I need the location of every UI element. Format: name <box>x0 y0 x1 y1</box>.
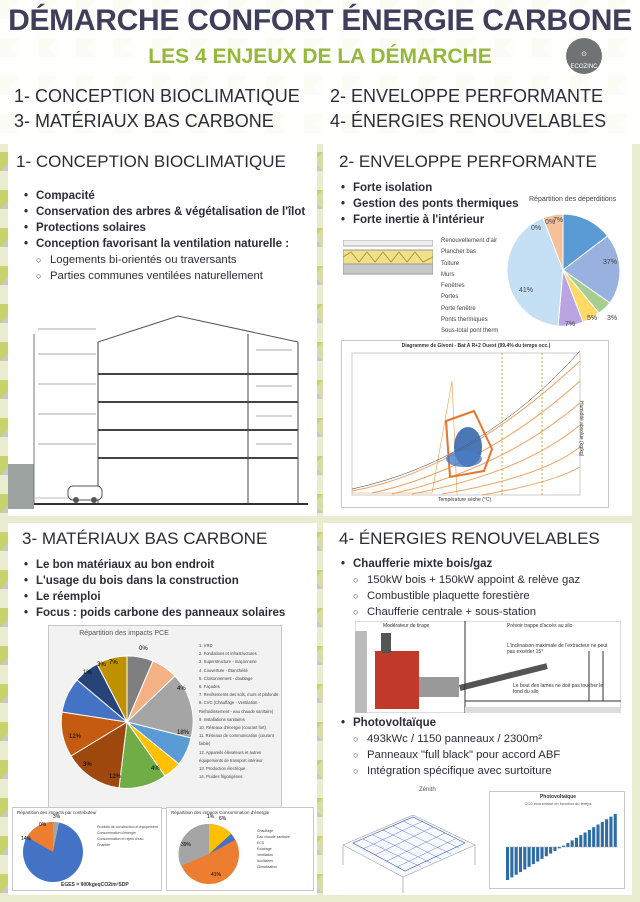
pie-label: 12% <box>109 774 122 780</box>
sub-bullet-item: ○ 493kWc / 1150 panneaux / 2300m² <box>341 733 631 745</box>
legend-item: 12. Appareils élévateurs et autres équipements de transport intérieur <box>199 749 263 763</box>
enjeu-2: 2- ENVELOPPE PERFORMANTE <box>330 86 604 106</box>
bullet-item: • Protections solaires <box>24 222 314 234</box>
givoni-x-label: Température sèche (°C) <box>438 497 492 503</box>
chaufferie-silo-diagram <box>355 621 621 713</box>
pie-label: 12% <box>69 734 82 740</box>
pie-label: 0% <box>139 646 148 652</box>
chart-title: Photovoltaïque <box>539 794 577 800</box>
wall-insulation-detail <box>343 240 433 296</box>
zenith-label: Zénith <box>419 787 436 793</box>
bullet-item: • Le bon matériaux au bon endroit <box>24 559 314 571</box>
pie-label: 37% <box>603 259 618 266</box>
bullet-list <box>24 190 314 286</box>
sub-bullet-item: ○ Combustible plaquette forestière <box>341 590 631 602</box>
page-subtitle: LES 4 ENJEUX DE LA DÉMARCHE <box>148 45 492 68</box>
panel-title: 2- ENVELOPPE PERFORMANTE <box>339 152 597 171</box>
legend-item: Ponts thermiques <box>441 317 488 324</box>
legend-item: Consommation d'énergie <box>97 831 136 835</box>
pv-bar <box>523 847 526 869</box>
silo-note: Modérateur de tirage <box>383 623 430 629</box>
bullet-item: • Forte isolation <box>341 182 521 194</box>
bullet-list <box>24 559 314 623</box>
pie-label: 4% <box>177 686 186 692</box>
legend-item: Fenêtres <box>441 283 465 290</box>
pie-label: 3% <box>53 814 61 820</box>
legend-item: Eau chaude sanitaire <box>257 835 290 839</box>
pv-bar <box>515 847 518 875</box>
legend-item: 2. Fondations et infrastructures <box>199 651 257 657</box>
sub-bullet-item: ○ 150kW bois + 150kW appoint & relève gaz <box>341 574 631 586</box>
legend-item: 1. VRD <box>199 643 213 648</box>
legend-item: 13. Production électrique <box>199 766 246 772</box>
sub-bullet-item: ○ Logements bi-orientés ou traversants <box>24 254 314 266</box>
enjeu-4: 4- ÉNERGIES RENOUVELABLES <box>330 111 607 131</box>
legend-item: Chauffage <box>257 829 274 833</box>
sub-bullet-item: ○ Intégration spécifique avec surtoiture <box>341 765 631 777</box>
pie-label: 1% <box>83 670 92 676</box>
pie-label: 0% <box>39 822 47 828</box>
pce-pie-chart-box <box>48 625 282 809</box>
pv-roof-3d-model <box>333 785 483 895</box>
pie-label: 14% <box>21 836 32 842</box>
legend-item: Éclairage <box>257 847 272 851</box>
pv-bar <box>584 832 587 847</box>
legend-item: Plancher bas <box>441 249 477 256</box>
bullet-item: • L'usage du bois dans la construction <box>24 575 314 587</box>
deperditions-pie-chart <box>503 208 623 332</box>
panel-title: 4- ÉNERGIES RENOUVELABLES <box>339 529 600 548</box>
pv-bar <box>540 847 543 859</box>
bullet-item: • Forte inertie à l'intérieur <box>341 214 521 226</box>
legend-item: ECS <box>257 841 265 845</box>
legend-item: 9. Installations sanitaires <box>199 716 245 722</box>
pie-title: Répartition des impacts Consommation d'énergie <box>171 810 270 815</box>
silo-note: Prévoir trappe d'accès au silo <box>507 623 573 629</box>
pie-label: 3% <box>83 762 92 768</box>
pv-bar <box>614 814 617 847</box>
enjeu-1: 1- CONCEPTION BIOCLIMATIQUE <box>14 86 300 106</box>
legend-item: Toiture <box>441 260 460 267</box>
pv-bar <box>571 840 574 847</box>
pie-label: 41% <box>519 287 534 294</box>
ecozinc-logo: ⊙ ECOZINC <box>566 38 602 74</box>
pv-bar <box>609 817 612 847</box>
pie-label: 0% <box>531 225 542 232</box>
pie-label: 7% <box>553 217 564 224</box>
legend-item: Murs <box>441 271 455 278</box>
pie-label: 7% <box>109 660 118 666</box>
legend-item: 5. Cloisonnement - doublage <box>199 675 253 681</box>
legend-item: Consommation et rejets d'eau <box>97 837 144 841</box>
givoni-title: Diagramme de Givoni - Bat A R+2 Ouest (99.4% du temps occ.) <box>401 343 551 349</box>
silo-note: L'inclinaison maximale de l'extracteur ne peut pas excéder 15° <box>507 643 608 655</box>
pv-bar <box>532 847 535 864</box>
legend-item: 4. Couverture - Étanchéité <box>199 667 248 673</box>
bullet-item: • Chaufferie mixte bois/gaz <box>341 558 631 570</box>
eges-value: EGES = 900kgeqCO2/m²SDP <box>61 882 129 888</box>
energie-pie-chart <box>169 818 249 888</box>
legend-item: 10. Réseaux d'énergie (courant fort) <box>199 725 266 731</box>
sub-bullet-item: ○ Panneaux "full black" pour accord ABF <box>341 749 631 761</box>
pie-label: 1% <box>207 814 215 820</box>
pv-bar <box>605 819 608 847</box>
pie-label: 4% <box>151 766 160 772</box>
pv-bar <box>549 847 552 854</box>
pv-bar <box>506 847 509 880</box>
bullet-list <box>341 182 521 230</box>
header <box>0 0 640 144</box>
bullet-item: • Focus : poids carbone des panneaux solaires <box>24 607 314 619</box>
sub-bullet-item: ○ Chaufferie centrale + sous-station <box>341 606 631 618</box>
legend-item: 14. Fluides frigorigènes <box>199 774 243 780</box>
panel-energies <box>323 523 632 895</box>
pv-bar <box>596 825 599 847</box>
building-section-drawing <box>8 314 317 514</box>
bullet-item: • Photovoltaïque <box>341 717 631 729</box>
legend-item: Produits de construction et équipement <box>97 825 158 829</box>
legend-item: 11. Réseaux de communication (courant faible) <box>199 733 274 747</box>
panel-title: 3- MATÉRIAUX BAS CARBONE <box>22 529 268 548</box>
pv-bar <box>510 847 513 877</box>
legend-item: Chantier <box>97 843 111 847</box>
pie-title: Répartition des impacts par contributeur <box>17 810 97 815</box>
sub-bullet-item: ○ Parties communes ventilées naturellement <box>24 270 314 282</box>
legend-item: Ventilation <box>257 853 274 857</box>
pie-legend <box>97 824 159 848</box>
legend-item: 3. Superstructure - maçonnerie <box>199 659 257 665</box>
givoni-diagram <box>341 340 609 508</box>
pie-legend <box>257 828 311 870</box>
pv-bars <box>490 792 626 890</box>
pv-bar <box>536 847 539 862</box>
legend-item: 8. CVC (Chauffage - Ventilation - Refroidissement - eau chaude sanitaire) <box>199 700 274 714</box>
bullet-item: • Conservation des arbres & végétalisation de l'îlot <box>24 206 314 218</box>
pv-bar <box>566 843 569 847</box>
pie-label: 6% <box>219 816 227 822</box>
pv-bar <box>601 822 604 847</box>
bullet-item: • Le réemploi <box>24 591 314 603</box>
pie-label: 39% <box>181 842 192 848</box>
bullet-list-pv <box>341 717 631 781</box>
energie-pie-box <box>166 807 314 891</box>
pie-legend <box>199 642 283 781</box>
contributeur-pie-chart <box>15 818 95 888</box>
pie-label: 7% <box>565 321 576 328</box>
panel-materiaux <box>8 523 317 895</box>
pie-label: 5% <box>587 315 598 322</box>
pv-bar <box>588 830 591 847</box>
legend-item: Portes <box>441 294 459 301</box>
pv-bar <box>528 847 531 867</box>
pie-title: Répartition des impacts PCE <box>79 630 169 637</box>
contributeur-pie-box <box>12 807 162 891</box>
legend-item: 7. Revêtements des sols, murs et plafonds <box>199 692 279 698</box>
pv-bar <box>545 847 548 856</box>
legend-item: 6. Façades <box>199 684 220 690</box>
pie-label: 0% <box>545 219 556 226</box>
panel-enveloppe <box>323 144 632 516</box>
bullet-item: • Compacité <box>24 190 314 202</box>
page-title: DÉMARCHE CONFORT ÉNERGIE CARBONE <box>8 4 632 37</box>
legend-item: Auxiliaires <box>257 859 273 863</box>
legend-item: Sous-total pont therm <box>441 328 499 335</box>
legend-item: Renouvellement d'air <box>441 238 498 244</box>
legend-item: Porte fenêtre <box>441 305 476 312</box>
pie-label: 41% <box>211 872 222 878</box>
panel-bioclimatique <box>8 144 317 516</box>
pie-title: Répartition des déperditions <box>529 196 617 203</box>
pie-label: 3% <box>607 315 618 322</box>
enjeu-3: 3- MATÉRIAUX BAS CARBONE <box>14 111 274 131</box>
bullet-list <box>341 558 631 622</box>
legend-item: Climatisation <box>257 865 278 869</box>
pv-bar <box>592 827 595 847</box>
pie-label: 3% <box>97 662 106 668</box>
chart-subtitle: CO2 économisé en fonction du temps <box>524 801 592 806</box>
pv-bar <box>519 847 522 872</box>
givoni-y-label: Humidité absolue (kg/kg) <box>578 401 584 457</box>
pv-bar <box>553 847 556 851</box>
pv-bar <box>575 838 578 847</box>
pce-pie-chart <box>57 652 197 792</box>
pv-bar <box>579 835 582 847</box>
pie-label: 18% <box>177 730 190 736</box>
bullet-item: • Gestion des ponts thermiques <box>341 198 521 210</box>
silo-note: Le bout des lames ne doit pas toucher le fond du silo <box>513 683 604 695</box>
panel-title: 1- CONCEPTION BIOCLIMATIQUE <box>16 152 286 171</box>
bullet-item: • Conception favorisant la ventilation naturelle : <box>24 238 314 250</box>
pv-co2-chart <box>489 791 625 889</box>
